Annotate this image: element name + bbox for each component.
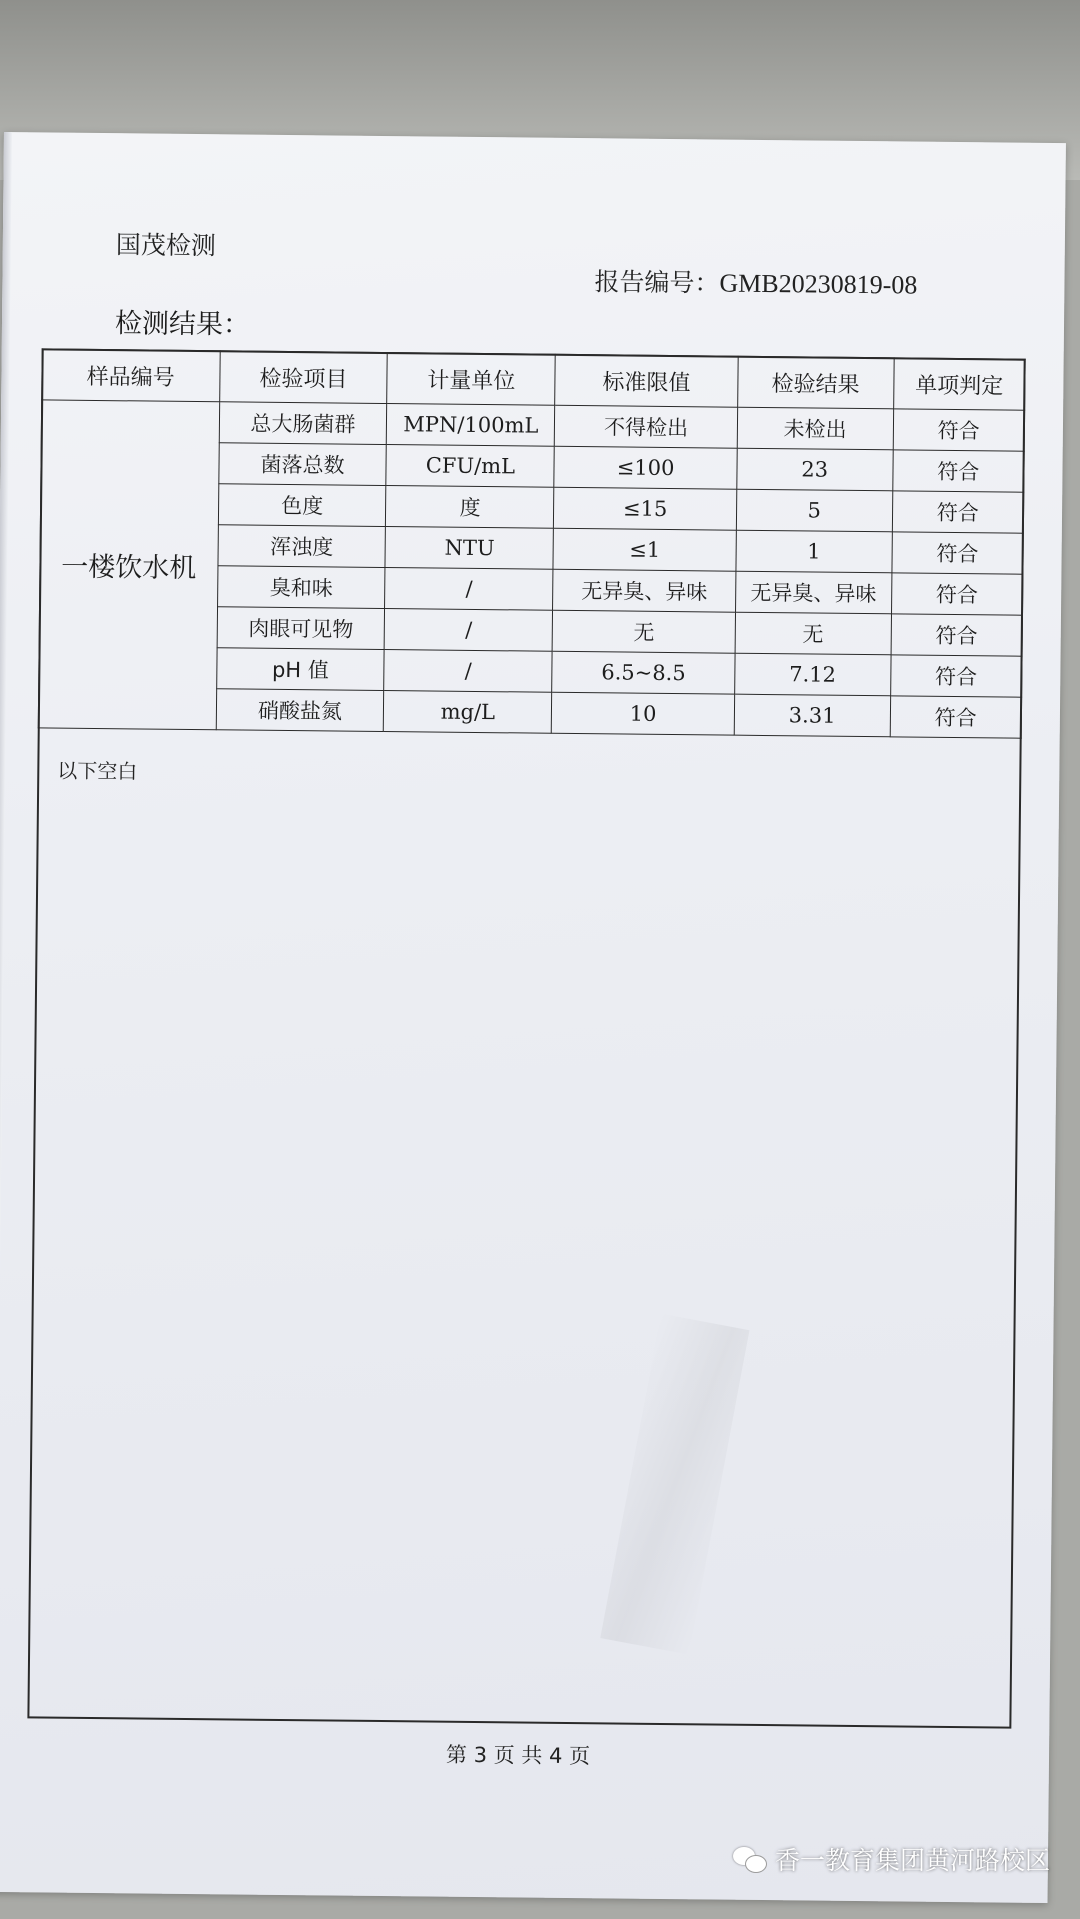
verdict-cell: 符合 xyxy=(891,573,1023,615)
result-cell: 1 xyxy=(736,530,892,573)
item-cell: 肉眼可见物 xyxy=(217,607,385,650)
company-name: 国茂检测 xyxy=(115,230,216,261)
verdict-cell: 符合 xyxy=(892,450,1024,492)
report-number xyxy=(594,262,917,301)
item-cell: 浑浊度 xyxy=(218,525,386,568)
verdict-cell: 符合 xyxy=(890,655,1022,697)
unit-cell: NTU xyxy=(385,527,553,570)
verdict-cell: 符合 xyxy=(891,532,1023,574)
page-number: 第 3 页 共 4 页 xyxy=(445,1742,591,1769)
column-header: 样品编号 xyxy=(42,349,220,402)
limit-cell: 6.5~8.5 xyxy=(552,651,735,694)
unit-cell: 度 xyxy=(386,486,554,529)
item-cell: pH 值 xyxy=(216,648,384,691)
page-edge xyxy=(0,132,12,1892)
unit-cell: / xyxy=(385,609,553,652)
report-page xyxy=(0,132,1066,1903)
limit-cell: ≤15 xyxy=(554,487,737,530)
limit-cell: ≤1 xyxy=(553,528,736,571)
unit-cell: / xyxy=(385,568,553,611)
report-number-value: GMB20230819-08 xyxy=(719,268,918,300)
verdict-cell: 符合 xyxy=(891,614,1023,656)
limit-cell: 无 xyxy=(552,610,735,653)
results-table xyxy=(38,348,1026,738)
column-header: 计量单位 xyxy=(387,353,555,406)
watermark-text: 香一教育集团黄河路校区 xyxy=(774,1846,1050,1875)
result-cell: 23 xyxy=(737,448,893,491)
sample-id-cell: 一楼饮水机 xyxy=(38,400,219,730)
limit-cell: 10 xyxy=(552,692,735,735)
blank-note: 以下空白 xyxy=(57,758,138,784)
item-cell: 色度 xyxy=(218,484,386,527)
verdict-cell: 符合 xyxy=(893,409,1025,451)
verdict-cell: 符合 xyxy=(892,491,1024,533)
column-header: 检验结果 xyxy=(738,356,894,409)
limit-cell: 不得检出 xyxy=(555,405,738,448)
column-header: 单项判定 xyxy=(893,358,1025,410)
unit-cell: mg/L xyxy=(384,691,552,734)
unit-cell: / xyxy=(384,650,552,693)
item-cell: 臭和味 xyxy=(217,566,385,609)
limit-cell: ≤100 xyxy=(554,446,737,489)
column-header: 检验项目 xyxy=(219,351,387,404)
unit-cell: MPN/100mL xyxy=(387,404,555,447)
result-cell: 3.31 xyxy=(734,694,890,737)
item-cell: 菌落总数 xyxy=(218,443,386,486)
result-cell: 7.12 xyxy=(734,653,890,696)
result-cell: 无 xyxy=(735,612,891,655)
watermark xyxy=(733,1841,1050,1877)
item-cell: 总大肠菌群 xyxy=(219,402,387,445)
wechat-icon xyxy=(733,1845,767,1873)
report-number-label: 报告编号： xyxy=(594,267,720,298)
unit-cell: CFU/mL xyxy=(386,445,554,488)
column-header: 标准限值 xyxy=(555,354,738,407)
result-cell: 未检出 xyxy=(737,407,893,450)
verdict-cell: 符合 xyxy=(890,696,1022,738)
result-cell: 5 xyxy=(736,489,892,532)
result-cell: 无异臭、异味 xyxy=(735,571,891,614)
item-cell: 硝酸盐氮 xyxy=(216,689,384,732)
section-title: 检测结果： xyxy=(114,308,251,341)
limit-cell: 无异臭、异味 xyxy=(553,569,736,612)
